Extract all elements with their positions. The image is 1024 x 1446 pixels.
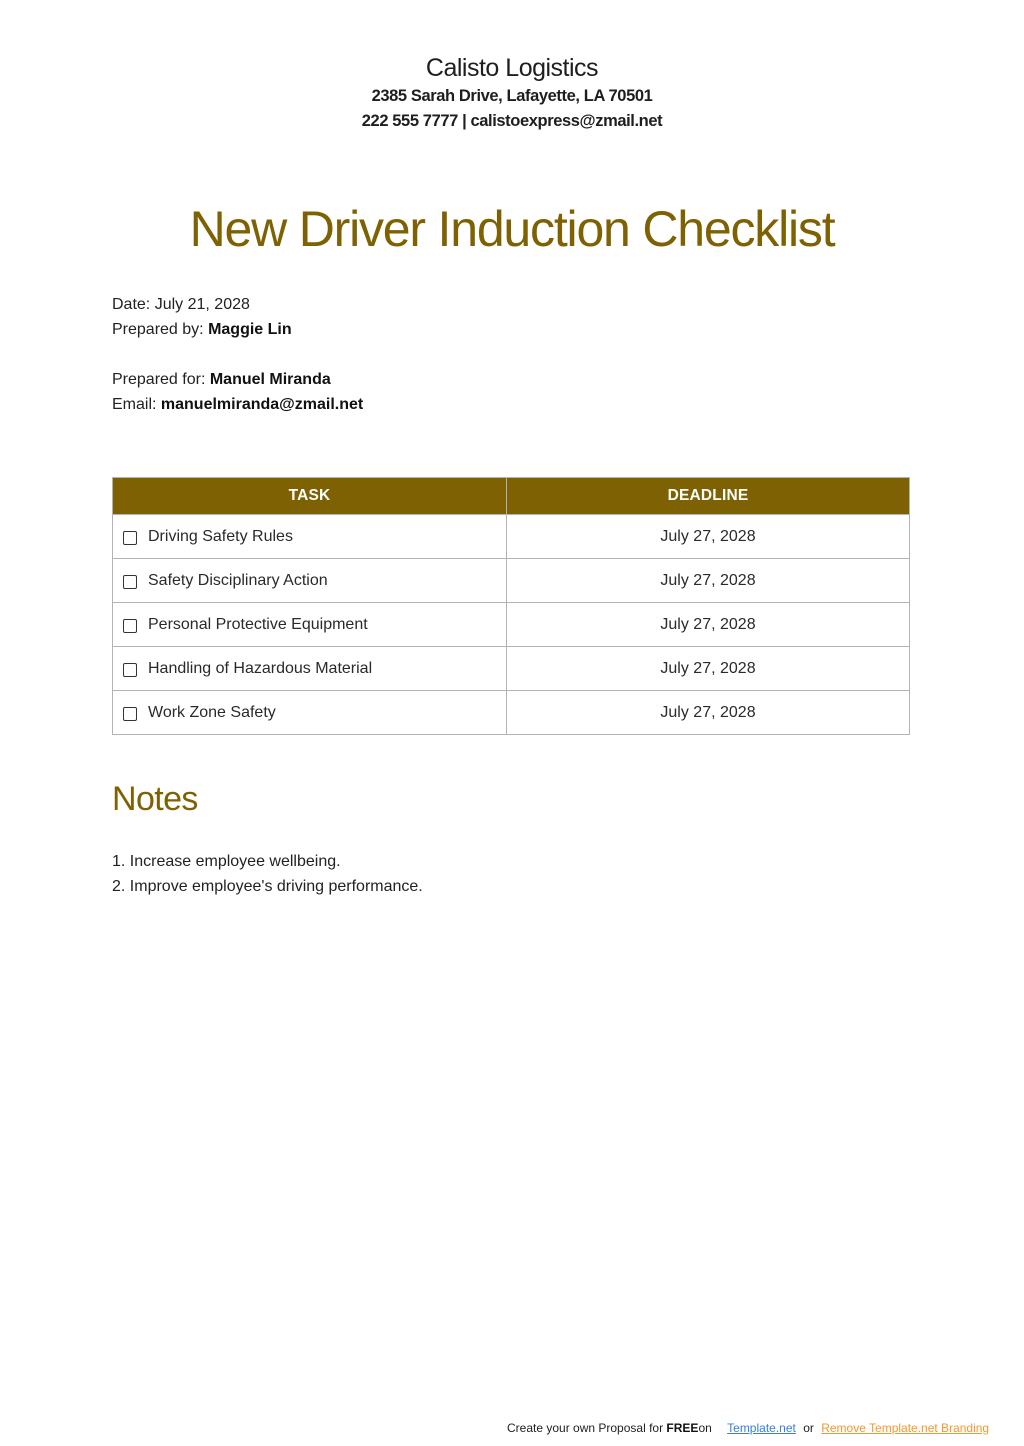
spacer [112, 342, 363, 367]
company-name: Calisto Logistics [425, 54, 599, 82]
task-checkbox[interactable] [123, 531, 137, 545]
prepared-for-label: Prepared for: [112, 371, 206, 388]
task-label: Work Zone Safety [148, 703, 276, 721]
task-checkbox[interactable] [123, 575, 137, 589]
notes-list [112, 849, 423, 899]
prepared-by-line [112, 317, 363, 342]
footer-or: or [803, 1421, 814, 1435]
branding-footer [507, 1419, 989, 1437]
task-label: Safety Disciplinary Action [148, 571, 328, 589]
column-header-task: TASK [113, 478, 507, 515]
date-value: July 21, 2028 [154, 296, 250, 313]
task-cell [113, 691, 507, 735]
table-row [113, 603, 910, 647]
date-line [112, 292, 363, 317]
prepared-by-value: Maggie Lin [208, 321, 292, 338]
task-cell [113, 647, 507, 691]
prepared-by-label: Prepared by: [112, 321, 204, 338]
template-net-link[interactable]: Template.net [727, 1421, 796, 1435]
email-value: manuelmiranda@zmail.net [160, 396, 364, 413]
task-checklist-table [112, 477, 910, 735]
task-cell [113, 515, 507, 559]
company-address: 2385 Sarah Drive, Lafayette, LA 70501 [371, 87, 653, 105]
task-cell [113, 559, 507, 603]
note-item: 1. Increase employee wellbeing. [112, 853, 341, 870]
deadline-cell: July 27, 2028 [507, 515, 910, 559]
task-label: Driving Safety Rules [148, 527, 293, 545]
task-label: Handling of Hazardous Material [148, 659, 373, 677]
email-line [112, 392, 363, 417]
footer-prefix: Create your own Proposal for [507, 1421, 664, 1435]
column-header-deadline: DEADLINE [507, 478, 910, 515]
deadline-cell: July 27, 2028 [507, 691, 910, 735]
email-label: Email: [112, 396, 157, 413]
remove-branding-link[interactable]: Remove Template.net Branding [821, 1421, 990, 1435]
table-header-row [113, 478, 910, 515]
footer-on: on [698, 1421, 712, 1435]
prepared-for-line [112, 367, 363, 392]
task-cell [113, 603, 507, 647]
task-checkbox[interactable] [123, 619, 137, 633]
note-item: 2. Improve employee's driving performance. [112, 878, 423, 895]
date-label: Date: [112, 296, 151, 313]
table-row [113, 515, 910, 559]
document-title: New Driver Induction Checklist [189, 201, 835, 257]
notes-heading: Notes [112, 780, 198, 818]
prepared-for-value: Manuel Miranda [209, 371, 331, 388]
deadline-cell: July 27, 2028 [507, 647, 910, 691]
table-row [113, 559, 910, 603]
deadline-cell: July 27, 2028 [507, 559, 910, 603]
deadline-cell: July 27, 2028 [507, 603, 910, 647]
task-checkbox[interactable] [123, 663, 137, 677]
table-row [113, 647, 910, 691]
table-row [113, 691, 910, 735]
company-contact: 222 555 7777 | calistoexpress@zmail.net [361, 112, 663, 130]
footer-free: FREE [666, 1421, 699, 1435]
task-label: Personal Protective Equipment [148, 615, 368, 633]
document-meta [112, 292, 363, 417]
company-header [0, 52, 1024, 134]
task-checkbox[interactable] [123, 707, 137, 721]
